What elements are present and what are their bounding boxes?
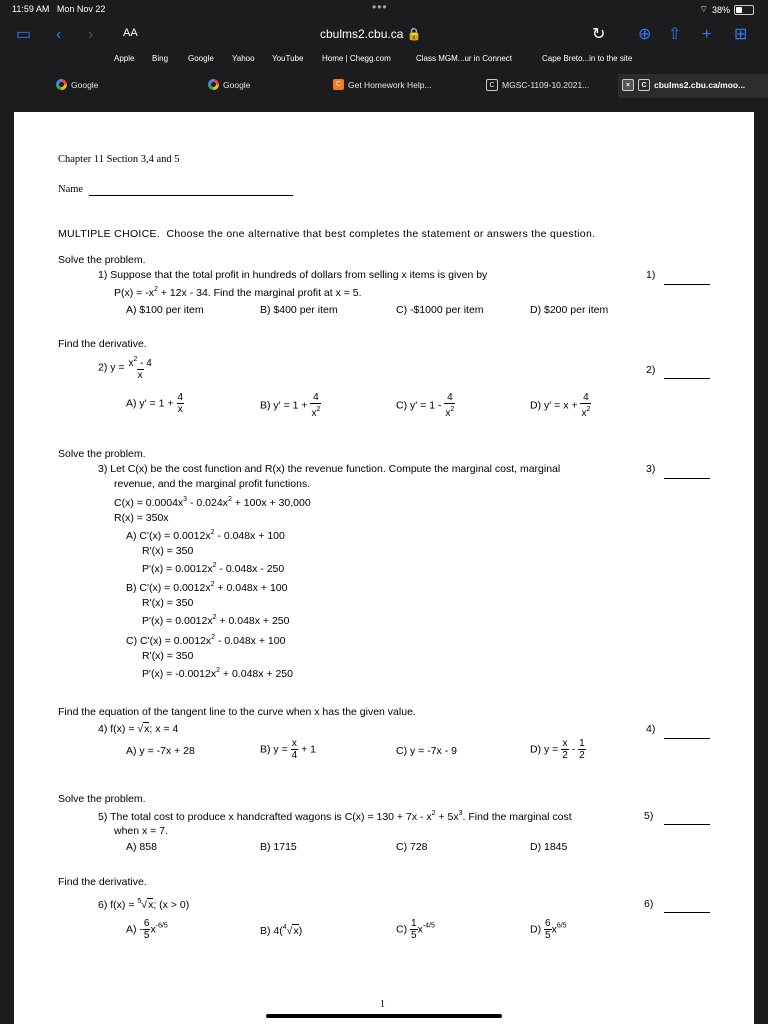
chapter-title: Chapter 11 Section 3,4 and 5	[58, 154, 180, 165]
q5-text: 5) The total cost to produce x handcrafted wagons is $C(x) = 130 + 7x - x^2 + 5x^3$. Find the marginal cost	[98, 810, 572, 823]
q5-option-d: D) 1845	[530, 841, 568, 853]
name-label: Name	[58, 184, 84, 195]
status-time: 11:59 AM Mon Nov 22	[12, 4, 106, 14]
q1-option-a: A) $100 per item	[126, 304, 204, 316]
page-number: 1	[380, 999, 385, 1010]
q4-option-b: B) y = $\frac{x}{4}$ + 1	[260, 738, 317, 761]
q2-option-b: B) y' = 1 + $\frac{4}{x^2}$	[260, 392, 321, 419]
reload-icon[interactable]: ↻	[592, 26, 606, 43]
google-icon	[56, 79, 67, 90]
home-indicator[interactable]	[266, 1014, 502, 1018]
q6-option-b: B) 4($^4$√x)	[260, 924, 303, 937]
q2-answer-blank	[664, 378, 710, 379]
tab-google-1[interactable]: Google	[56, 79, 98, 90]
bookmark-youtube[interactable]: YouTube	[272, 54, 304, 63]
close-tab-icon[interactable]: ×	[622, 79, 634, 91]
q1-number: 1)	[646, 269, 656, 281]
bookmark-chegg[interactable]: Home | Chegg.com	[322, 54, 391, 63]
q1-text: 1) Suppose that the total profit in hundreds of dollars from selling x items is given by	[98, 269, 488, 281]
tab-google-2[interactable]: Google	[208, 79, 250, 90]
q5-number: 5)	[644, 810, 654, 822]
q3-option-a-cost: A) $C'(x) = 0.0012x^2 - 0.048x + 100$	[126, 529, 285, 542]
q6-option-c: C) $\frac{1}{5}$ $x^{-4/5}$	[396, 918, 435, 941]
q3-text-2: revenue, and the marginal profit functions.	[114, 478, 311, 490]
bookmark-connect[interactable]: Class MGM...ur in Connect	[416, 54, 513, 63]
course-icon: C	[638, 79, 650, 91]
q4-answer-blank	[664, 738, 710, 739]
reader-options-button[interactable]: AA	[123, 27, 138, 39]
forward-icon[interactable]: ›	[88, 26, 94, 43]
q3-option-c-cost: C) $C'(x) = 0.0012x^2 - 0.048x + 100$	[126, 634, 286, 647]
q3-option-b-profit: $P'(x) = 0.0012x^2 + 0.048x + 250$	[142, 614, 290, 627]
back-icon[interactable]: ‹	[56, 26, 62, 43]
bookmark-google[interactable]: Google	[188, 54, 214, 63]
battery-indicator: ⌔ 38%	[700, 4, 754, 15]
q5-text-2: when x = 7.	[114, 825, 168, 837]
share-icon[interactable]: ⇧	[668, 26, 682, 43]
q1-option-c: C) -$1000 per item	[396, 304, 484, 316]
q5-option-b: B) 1715	[260, 841, 297, 853]
bookmark-apple[interactable]: Apple	[114, 54, 135, 63]
sidebar-icon[interactable]: ▭	[16, 26, 32, 43]
section-heading: Find the derivative.	[58, 876, 147, 888]
tab-bar	[0, 74, 768, 98]
section-heading: Find the equation of the tangent line to the curve when x has the given value.	[58, 706, 416, 718]
q4-option-d: D) y = $\frac{x}{2}$ - $\frac{1}{2}$	[530, 738, 585, 761]
q2-option-c: C) y' = 1 - $\frac{4}{x^2}$	[396, 392, 455, 419]
wifi-icon: ⌔	[699, 4, 708, 14]
q6-option-d: D) $\frac{6}{5}$ $x^{6/5}$	[530, 918, 567, 941]
chegg-icon: C	[333, 79, 344, 90]
status-bar	[0, 0, 768, 20]
bookmark-cape-breton[interactable]: Cape Breto...in to the site	[542, 54, 633, 63]
bookmark-yahoo[interactable]: Yahoo	[232, 54, 255, 63]
q2-text: 2) y = $\frac{x^2 - 4}{x}$	[98, 356, 152, 381]
q2-option-a: A) y' = 1 + $\frac{4}{x}$	[126, 392, 184, 415]
q3-revenue-function: R(x) = 350x	[114, 512, 169, 524]
q6-option-a: A) - $\frac{6}{5}$ $x^{-6/5}$	[126, 918, 168, 941]
address-bar[interactable]: cbulms2.cbu.ca 🔒	[320, 27, 422, 41]
tab-cbulms[interactable]: × C cbulms2.cbu.ca/moo...	[622, 79, 745, 91]
q3-cost-function: $C(x) = 0.0004x^3 - 0.024x^2 + 100x + 30,000$	[114, 496, 311, 509]
google-icon	[208, 79, 219, 90]
q6-answer-blank	[664, 912, 710, 913]
q4-option-a: A) y = -7x + 28	[126, 745, 195, 757]
section-heading: Solve the problem.	[58, 448, 146, 460]
section-heading: Solve the problem.	[58, 793, 146, 805]
q3-option-b-revenue: R'(x) = 350	[142, 597, 194, 609]
lock-icon: 🔒	[406, 27, 422, 41]
q1-option-d: D) $200 per item	[530, 304, 609, 316]
tab-mgsc[interactable]: C MGSC-1109-10.2021...	[486, 79, 589, 91]
name-blank	[89, 195, 293, 196]
q4-option-c: C) y = -7x - 9	[396, 745, 457, 757]
section-heading: Solve the problem.	[58, 254, 146, 266]
q1-answer-blank	[664, 284, 710, 285]
course-icon: C	[486, 79, 498, 91]
q5-option-c: C) 728	[396, 841, 428, 853]
q2-number: 2)	[646, 364, 656, 376]
multitask-dots[interactable]: •••	[372, 0, 388, 14]
q3-option-b-cost: B) $C'(x) = 0.0012x^2 + 0.048x + 100$	[126, 581, 288, 594]
q3-text: 3) Let C(x) be the cost function and R(x) the revenue function. Compute the marginal cost, marginal	[98, 463, 561, 475]
section-heading: Find the derivative.	[58, 338, 147, 350]
mc-instructions: MULTIPLE CHOICE. Choose the one alternative that best completes the statement or answers the question.	[58, 228, 596, 240]
new-tab-icon[interactable]: +	[702, 26, 712, 43]
q1-option-b: B) $400 per item	[260, 304, 338, 316]
battery-icon	[734, 5, 754, 15]
download-icon[interactable]: ⊕	[638, 26, 652, 43]
tab-chegg[interactable]: C Get Homework Help...	[333, 79, 432, 90]
bookmark-bing[interactable]: Bing	[152, 54, 169, 63]
q1-text-2: $P(x) = -x^2 + 12x - 34$. Find the marginal profit at x = 5.	[114, 286, 362, 299]
q3-number: 3)	[646, 463, 656, 475]
q4-number: 4)	[646, 723, 656, 735]
q2-option-d: D) y' = x + $\frac{4}{x^2}$	[530, 392, 591, 419]
q3-option-c-revenue: R'(x) = 350	[142, 650, 194, 662]
q6-text: 6) f(x) = $^5$√x; (x > 0)	[98, 898, 190, 911]
q3-option-a-profit: $P'(x) = 0.0012x^2 - 0.048x - 250$	[142, 562, 285, 575]
q5-answer-blank	[664, 824, 710, 825]
pdf-page	[14, 112, 754, 1024]
q3-option-c-profit: $P'(x) = -0.0012x^2 + 0.048x + 250$	[142, 667, 293, 680]
tab-overview-icon[interactable]: ⊞	[734, 26, 748, 43]
q4-text: 4) f(x) = √x; x = 4	[98, 723, 179, 735]
q5-option-a: A) 858	[126, 841, 157, 853]
q6-number: 6)	[644, 898, 654, 910]
q3-option-a-revenue: R'(x) = 350	[142, 545, 194, 557]
bookmarks-bar	[0, 54, 768, 68]
q3-answer-blank	[664, 478, 710, 479]
